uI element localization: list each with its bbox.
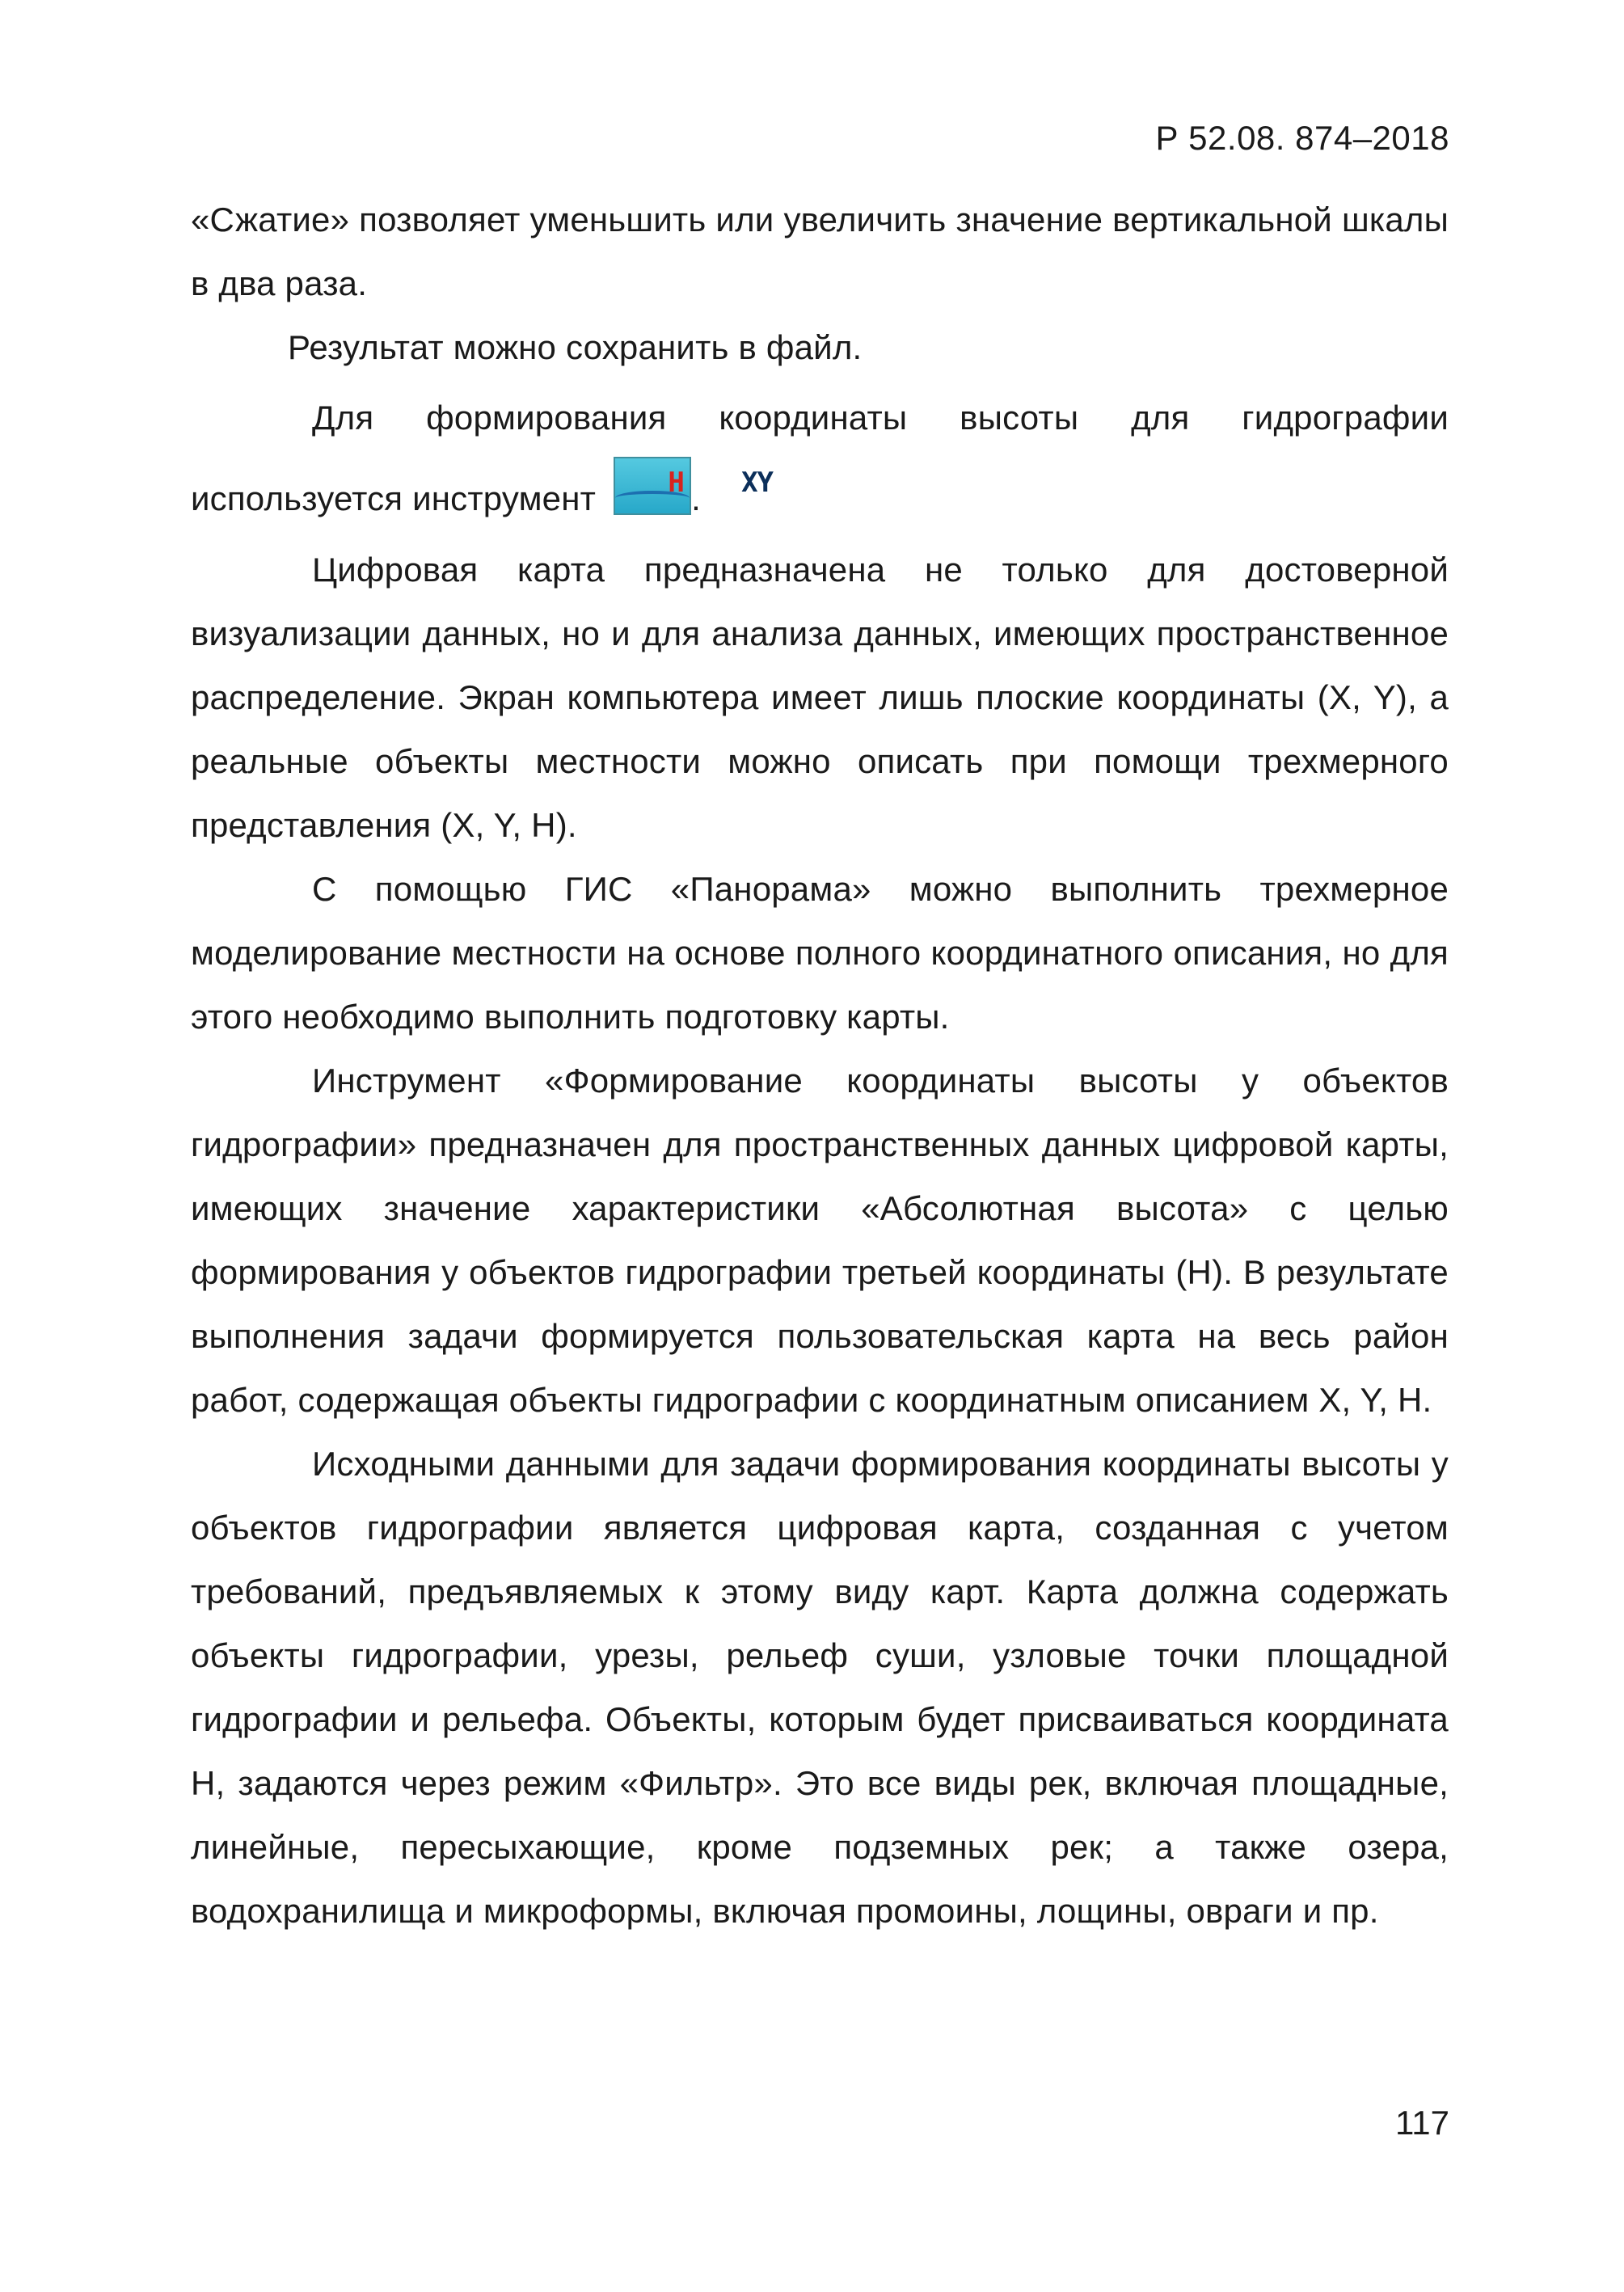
paragraph-source-data: Исходными данными для задачи формирования координаты высоты у объектов гидрографии является цифровая карта, созданная с учетом требований, предъявляемых к этому виду карт. Карта должна содержать объекты гидрографии, урезы, рельеф суши, узловые точки площадной гидрографии и рельефа. Объекты, которым будет присваиваться координата H, задаются через режим «Фильтр». Это все виды рек, включая площадные, линейные, пересыхающие, кроме подземных рек; а также озера, водохранилища и микроформы, включая промоины, лощины, овраги и пр. bbox=[191, 1445, 1449, 1930]
page-body bbox=[191, 188, 1449, 1943]
paragraph-height-tool bbox=[191, 379, 1449, 538]
paragraph-tool-purpose: Инструмент «Формирование координаты высоты у объектов гидрографии» предназначен для пространственных данных цифровой карты, имеющих значение характеристики «Абсолютная высота» с целью формирования у объектов гидрографии третьей координаты (H). В результате выполнения задачи формируется пользовательская карта на весь район работ, содержащая объекты гидрографии с координатным описанием X, Y, H. bbox=[191, 1062, 1449, 1419]
paragraph-digital-map: Цифровая карта предназначена не только для достоверной визуализации данных, но и для анализа данных, имеющих пространственное распределение. Экран компьютера имеет лишь плоские координаты (X, Y), а реальные объекты местности можно описать при помощи трехмерного представления (X, Y, H). bbox=[191, 551, 1449, 844]
paragraph-save-result: Результат можно сохранить в файл. bbox=[288, 328, 863, 366]
tool-icon-h-label: H bbox=[668, 466, 685, 499]
paragraph-panorama-gis: С помощью ГИС «Панорама» можно выполнить трехмерное моделирование местности на основе полного координатного описания, но для этого необходимо выполнить подготовку карты. bbox=[191, 870, 1449, 1036]
paragraph-height-tool-text: Для формирования координаты высоты для гидрографии используется инструмент bbox=[191, 399, 1449, 517]
xyh-height-tool-icon bbox=[614, 457, 774, 515]
paragraph-height-tool-period: . bbox=[691, 479, 701, 517]
page-number: 117 bbox=[1395, 2104, 1449, 2142]
paragraph-compression: «Сжатие» позволяет уменьшить или увеличить значение вертикальной шкалы в два раза. bbox=[191, 200, 1449, 302]
wave-icon bbox=[615, 491, 690, 505]
tool-icon-xy-label: XY bbox=[741, 466, 774, 499]
document-code-header: Р 52.08. 874–2018 bbox=[1155, 119, 1449, 157]
